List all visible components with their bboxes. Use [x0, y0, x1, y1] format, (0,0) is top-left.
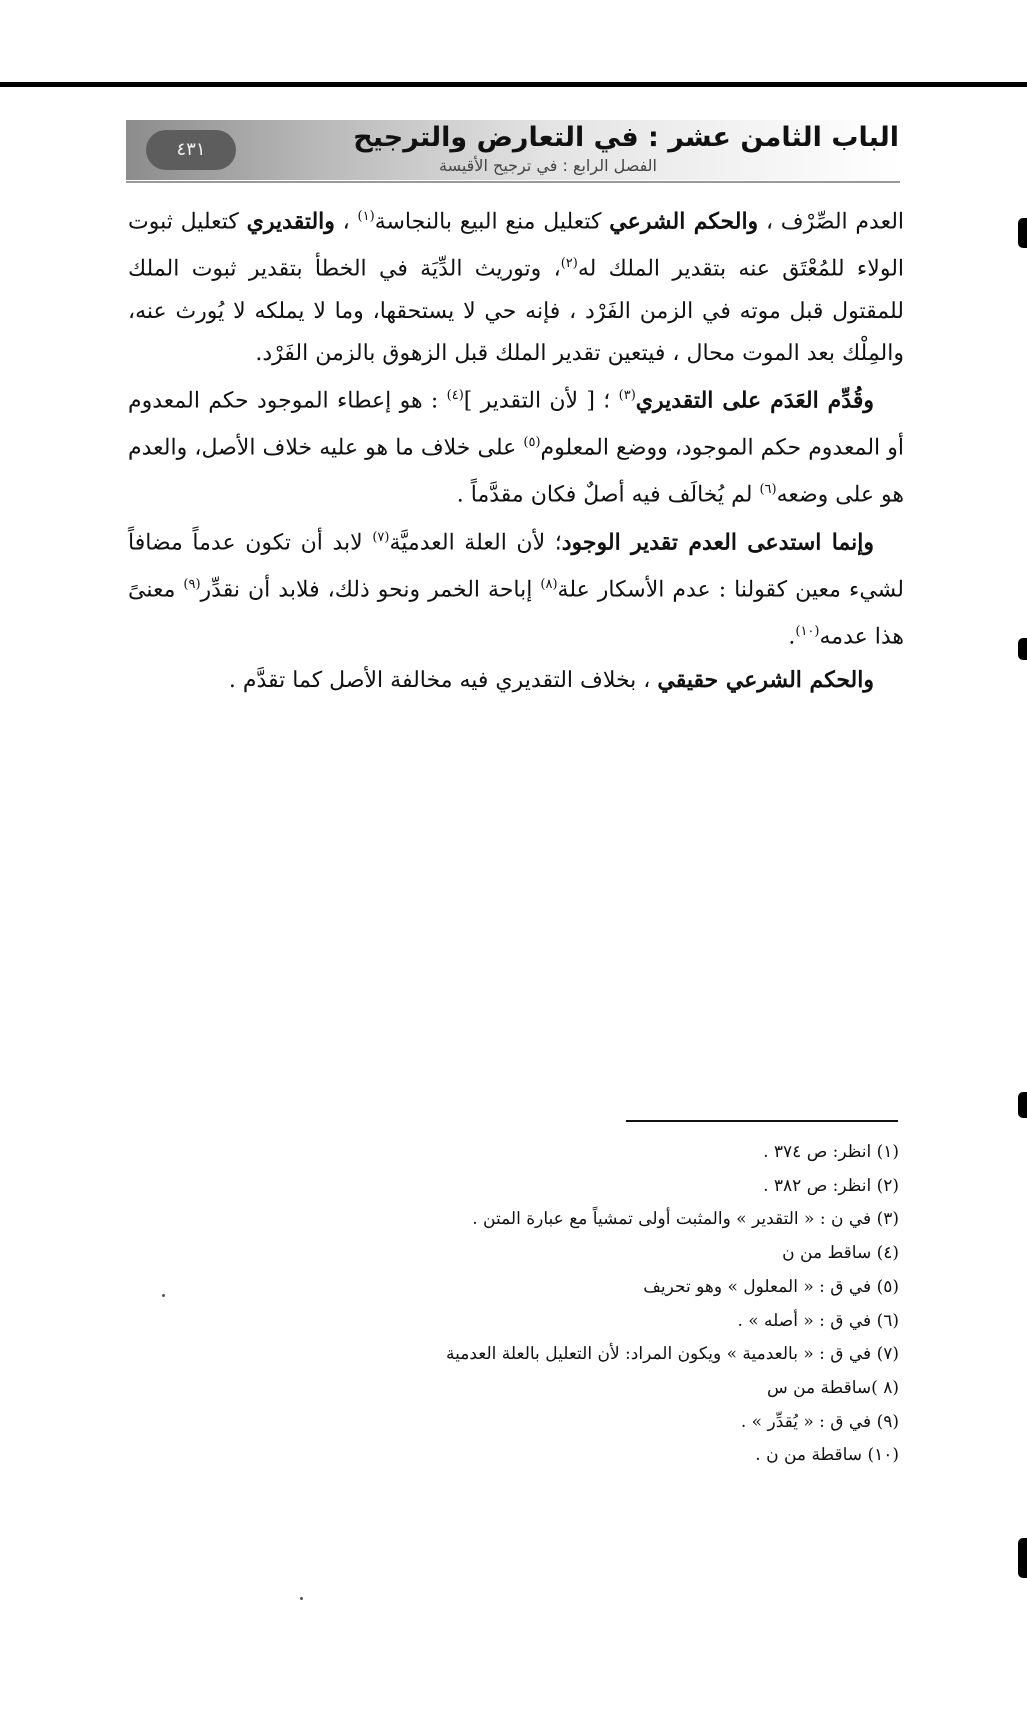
footnote-separator [626, 1120, 898, 1122]
main-text [128, 196, 904, 702]
footnote-ref[interactable]: (٨) [540, 576, 558, 592]
footnote-3: (٣) في ن : « التقدير » والمثبت أولى تمشياً مع عبارة المتن . [472, 1209, 899, 1230]
footnote-ref[interactable]: (١) [357, 209, 375, 224]
text-run: كتعليل منع البيع بالنجاسة [374, 209, 610, 235]
footnote-ref[interactable]: (٩) [183, 576, 201, 592]
paragraph-2 [128, 375, 904, 517]
footnote-2: (٢) انظر: ص ٣٨٢ . [763, 1175, 899, 1196]
text-run: لم يُخالَف فيه أصلٌ فكان مقدَّماً . [456, 482, 760, 508]
footnote-5: (٥) في ق : « المعلول » وهو تحريف [643, 1276, 899, 1297]
text-run: معنىً هذا عدمه [128, 577, 904, 650]
footnote-ref[interactable]: (٥) [523, 434, 541, 450]
footnote-10: (١٠) ساقطة من ن . [755, 1445, 899, 1466]
section-title: الفصل الرابع : في ترجيح الأقيسة [439, 156, 657, 175]
text-run: العدم الصِّرْف ، [758, 209, 905, 235]
text-run: كتعليل ثبوت الولاء للمُعْتَق عنه بتقدير الملك له [128, 209, 905, 282]
footnote-ref[interactable]: (٣) [618, 387, 636, 403]
text-run: لابد أن تكون عدماً مضافاً لشيء معين كقولنا : عدم الأسكار علة [128, 529, 904, 603]
footnote-ref[interactable]: (٧) [372, 529, 390, 545]
bold-term: وقُدِّم العَدَم على التقديري [635, 386, 874, 413]
paragraph-4 [128, 659, 904, 702]
text-run: ، وتوريث الدِّيَة في الخطأ بتقدير ثبوت الملك للمقتول قبل موته في الزمن الفَرْد ، فإنه حي لا يستحقها، وما لا يملكه لا يُورث عنه، والمِلْك بعد الموت محال ، فيتعين تقدير الملك قبل الزهوق بالزمن الفَرْد. [128, 256, 904, 366]
bold-term: والتقديري [246, 208, 335, 235]
footnote-ref[interactable]: (٤) [446, 387, 464, 403]
text-run: ؛ [ لأن التقدير ] [463, 387, 619, 413]
paragraph-1 [128, 196, 904, 375]
footnote-8: (٨ )ساقطة من س [766, 1377, 899, 1398]
text-run: . [788, 624, 796, 650]
text-run: إباحة الخمر ونحو ذلك، فلابد أن نقدِّر [200, 577, 541, 603]
bold-term: والحكم الشرعي حقيقي [657, 666, 874, 693]
footnote-6: (٦) في ق : « أصله » . [737, 1310, 899, 1331]
binding-hole-mark [1018, 638, 1027, 660]
text-run: ؛ لأن العلة العدميَّة [389, 529, 562, 555]
scan-speck [162, 1294, 165, 1297]
binding-hole-mark [1018, 218, 1027, 248]
binding-hole-mark [1018, 1538, 1027, 1578]
bold-term: والحكم الشرعي [609, 208, 759, 235]
text-run: على خلاف ما هو عليه خلاف الأصل، والعدم هو على وضعه [128, 435, 904, 508]
footnote-4: (٤) ساقط من ن [782, 1243, 899, 1264]
text-run: ، بخلاف التقديري فيه مخالفة الأصل كما تقدَّم . [228, 667, 658, 693]
paragraph-3 [128, 517, 904, 659]
bold-term: وإنما استدعى العدم تقدير الوجود [561, 528, 874, 555]
footnote-ref[interactable]: (٢) [560, 256, 578, 272]
footnote-9: (٩) في ق : « يُقدِّر » . [740, 1411, 899, 1432]
top-rule [0, 82, 1027, 87]
header-underline [126, 181, 900, 183]
text-run: ، [334, 209, 358, 235]
chapter-title: الباب الثامن عشر : في التعارض والترجيح [353, 122, 899, 153]
page-number: ٤٣١ [146, 130, 236, 170]
binding-hole-mark [1018, 1092, 1027, 1118]
footnote-1: (١) انظر: ص ٣٧٤ . [763, 1142, 899, 1162]
footnote-ref[interactable]: (١٠) [795, 624, 820, 640]
scan-speck [300, 1597, 303, 1600]
text-run: : هو إعطاء الموجود حكم المعدوم أو المعدوم حكم الموجود، ووضع المعلوم [128, 387, 904, 461]
footnotes [339, 1136, 899, 1473]
footnote-7: (٧) في ق : « بالعدمية » ويكون المراد: لأن التعليل بالعلة العدمية [445, 1344, 899, 1365]
footnote-ref[interactable]: (٦) [759, 482, 777, 498]
